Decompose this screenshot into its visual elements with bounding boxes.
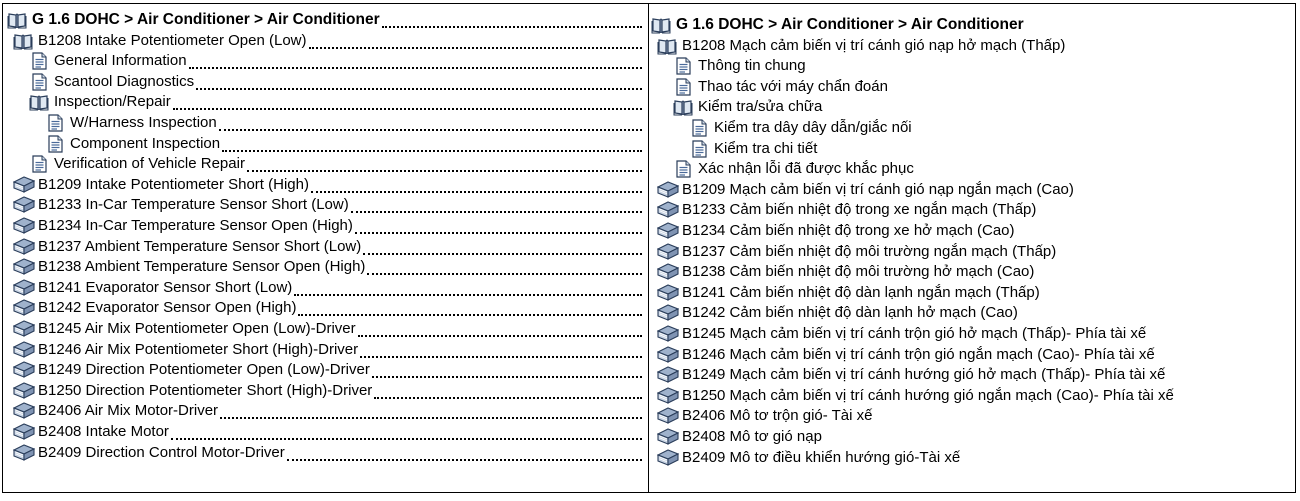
closed-book-icon — [657, 304, 677, 322]
open-book-icon — [29, 93, 49, 111]
closed-book-icon — [657, 407, 677, 425]
tree-item-label: B2408 Mô tơ gió nạp — [682, 428, 822, 445]
tree-item-label: B1241 Cảm biến nhiệt độ dàn lạnh ngắn mạch (Thấp) — [682, 283, 1040, 301]
dotted-leader — [309, 47, 643, 49]
closed-book-icon — [13, 361, 33, 379]
tree-item-label: Xác nhận lỗi đã được khắc phục — [698, 160, 914, 178]
closed-book-icon — [657, 263, 677, 281]
tree-item-label: B1237 Ambient Temperature Sensor Short (Low) — [38, 237, 362, 255]
tree-item-label: B2409 Direction Control Motor-Driver — [38, 443, 285, 461]
open-book-icon — [13, 32, 33, 50]
tree-item-label: Scantool Diagnostics — [54, 72, 195, 90]
right-tree-item[interactable] — [657, 180, 1074, 200]
tree-item-label: B1242 Cảm biến nhiệt độ dàn lạnh hở mạch (Cao) — [682, 304, 1018, 322]
left-tree-item[interactable] — [13, 278, 642, 298]
tree-item-label: B1208 Intake Potentiometer Open (Low) — [38, 31, 307, 49]
tree-item-label: B1249 Direction Potentiometer Open (Low)-Driver — [38, 361, 370, 379]
left-tree-item[interactable] — [29, 154, 642, 174]
tree-item-label: B1246 Air Mix Potentiometer Short (High)-Driver — [38, 340, 359, 358]
closed-book-icon — [657, 181, 677, 199]
tree-item-label: B1238 Cảm biến nhiệt độ môi trường hở mạch (Cao) — [682, 263, 1035, 281]
left-tree-item[interactable] — [13, 298, 642, 318]
left-tree-item[interactable] — [13, 237, 642, 257]
right-tree-item[interactable] — [657, 303, 1018, 323]
tree-item-label: B1209 Intake Potentiometer Short (High) — [38, 175, 309, 193]
tree-item-label: Kiểm tra dây dây dẫn/giắc nối — [714, 119, 912, 136]
dotted-leader — [247, 170, 642, 172]
closed-book-icon — [657, 201, 677, 219]
tree-item-label: B1241 Evaporator Sensor Short (Low) — [38, 278, 293, 296]
tree-item-label: B1208 Mạch cảm biến vị trí cánh gió nạp hở mạch (Thấp) — [682, 36, 1066, 54]
right-tree-item[interactable] — [657, 262, 1034, 282]
closed-book-icon — [13, 217, 33, 235]
right-tree-item[interactable] — [657, 427, 822, 447]
document-icon — [673, 160, 693, 178]
tree-item-label: B2409 Mô tơ điều khiển hướng gió-Tài xế — [682, 448, 961, 466]
left-tree-item[interactable] — [13, 195, 642, 215]
left-tree-item[interactable] — [13, 31, 642, 51]
right-tree-item[interactable] — [657, 365, 1165, 385]
closed-book-icon — [13, 299, 33, 317]
dotted-leader — [311, 191, 642, 193]
dotted-leader — [358, 335, 642, 337]
left-tree-item[interactable] — [29, 51, 642, 71]
dotted-leader — [171, 438, 642, 440]
tree-item-label: B2408 Intake Motor — [38, 423, 169, 440]
document-icon — [673, 78, 693, 96]
tree-item-label: B1234 In-Car Temperature Sensor Open (High) — [38, 217, 353, 234]
closed-book-icon — [657, 387, 677, 405]
closed-book-icon — [657, 428, 677, 446]
closed-book-icon — [657, 325, 677, 343]
right-tree-item[interactable] — [657, 36, 1065, 56]
right-tree-item[interactable] — [689, 118, 912, 138]
closed-book-icon — [657, 346, 677, 364]
left-tree-item[interactable] — [13, 340, 642, 360]
left-tree-item[interactable] — [13, 422, 642, 442]
right-tree-item[interactable] — [657, 448, 960, 468]
tree-item-label: B1237 Cảm biến nhiệt độ môi trường ngắn mạch (Thấp) — [682, 242, 1057, 260]
dotted-leader — [367, 273, 642, 275]
dotted-leader — [173, 108, 642, 110]
closed-book-icon — [657, 222, 677, 240]
right-tree-item[interactable] — [657, 345, 1155, 365]
left-tree-item[interactable] — [13, 175, 642, 195]
tree-item-label: B1250 Direction Potentiometer Short (High)-Driver — [38, 381, 373, 399]
tree-item-label: B1238 Ambient Temperature Sensor Open (High) — [38, 258, 366, 276]
tree-item-label: General Information — [54, 52, 187, 70]
left-tree-item[interactable] — [45, 113, 642, 133]
document-icon — [689, 140, 709, 158]
closed-book-icon — [13, 279, 33, 297]
closed-book-icon — [13, 320, 33, 338]
left-tree-item[interactable] — [13, 381, 642, 401]
tree-item-label: Inspection/Repair — [54, 93, 171, 111]
document-icon — [29, 52, 49, 70]
tree-item-label: B2406 Mô tơ trộn gió- Tài xế — [682, 407, 873, 425]
dotted-leader — [298, 314, 642, 316]
dotted-leader — [374, 397, 642, 399]
closed-book-icon — [13, 382, 33, 400]
right-tree-item[interactable] — [657, 200, 1036, 220]
closed-book-icon — [13, 423, 33, 441]
dotted-leader — [382, 26, 642, 28]
right-tree-item[interactable] — [657, 386, 1174, 406]
dotted-leader — [294, 294, 642, 296]
right-tree-item[interactable] — [657, 406, 873, 426]
translation-table — [2, 3, 1296, 493]
tree-item-label: B1209 Mạch cảm biến vị trí cánh gió nạp ngắn mạch (Cao) — [682, 180, 1074, 198]
dotted-leader — [189, 67, 642, 69]
right-tree-item[interactable] — [657, 242, 1056, 262]
closed-book-icon — [13, 341, 33, 359]
closed-book-icon — [13, 196, 33, 214]
left-tree-item[interactable] — [13, 257, 642, 277]
right-tree-item[interactable] — [673, 56, 806, 76]
left-tree-item[interactable] — [29, 72, 642, 92]
left-tree-item[interactable] — [29, 92, 642, 112]
vietnamese-column — [649, 4, 1295, 492]
closed-book-icon — [13, 444, 33, 462]
left-tree-item[interactable] — [13, 443, 642, 463]
closed-book-icon — [657, 366, 677, 384]
document-icon — [45, 114, 65, 132]
dotted-leader — [222, 150, 642, 152]
right-tree-item[interactable] — [673, 97, 822, 117]
tree-item-label: Kiểm tra chi tiết — [714, 139, 818, 157]
right-tree-item[interactable] — [657, 221, 1015, 241]
tree-item-label: B1250 Mạch cảm biến vị trí cánh hướng gió ngắn mạch (Cao)- Phía tài xế — [682, 386, 1174, 404]
tree-item-label: W/Harness Inspection — [70, 114, 217, 131]
left-tree-item[interactable] — [45, 134, 642, 154]
tree-item-label: Kiểm tra/sửa chữa — [698, 98, 823, 116]
tree-item-label: G 1.6 DOHC > Air Conditioner > Air Conditioner — [676, 16, 1024, 33]
tree-item-label: Thông tin chung — [698, 57, 806, 75]
tree-item-label: Verification of Vehicle Repair — [54, 155, 245, 173]
tree-item-label: B1246 Mạch cảm biến vị trí cánh trộn gió ngắn mạch (Cao)- Phía tài xế — [682, 345, 1155, 363]
dotted-leader — [196, 88, 642, 90]
dotted-leader — [372, 376, 642, 378]
right-tree-item[interactable] — [651, 15, 1024, 35]
tree-item-label: Thao tác với máy chẩn đoán — [698, 77, 888, 95]
right-tree-item[interactable] — [657, 283, 1040, 303]
dotted-leader — [351, 211, 642, 213]
document-icon — [689, 119, 709, 137]
open-book-icon — [7, 11, 27, 29]
dotted-leader — [363, 253, 642, 255]
english-column — [3, 4, 649, 492]
right-tree-item[interactable] — [673, 159, 914, 179]
right-tree-item[interactable] — [689, 139, 817, 159]
document-icon — [29, 155, 49, 173]
left-tree-item[interactable] — [13, 360, 642, 380]
tree-item-label: B1249 Mạch cảm biến vị trí cánh hướng gió hở mạch (Thấp)- Phía tài xế — [682, 366, 1166, 384]
document-icon — [673, 57, 693, 75]
closed-book-icon — [13, 176, 33, 194]
left-tree-item[interactable] — [13, 401, 642, 421]
closed-book-icon — [13, 258, 33, 276]
tree-item-label: B1245 Mạch cảm biến vị trí cánh trộn gió hở mạch (Thấp)- Phía tài xế — [682, 325, 1147, 342]
tree-item-label: B1245 Air Mix Potentiometer Open (Low)-Driver — [38, 320, 356, 337]
left-tree-item[interactable] — [13, 216, 642, 236]
closed-book-icon — [657, 449, 677, 467]
closed-book-icon — [657, 284, 677, 302]
dotted-leader — [355, 232, 642, 234]
tree-item-label: B2406 Air Mix Motor-Driver — [38, 402, 219, 420]
document-icon — [29, 73, 49, 91]
closed-book-icon — [657, 243, 677, 261]
tree-item-label: B1233 In-Car Temperature Sensor Short (Low) — [38, 196, 349, 214]
left-tree-item[interactable] — [7, 10, 642, 30]
open-book-icon — [651, 16, 671, 34]
right-tree-item[interactable] — [673, 77, 888, 97]
dotted-leader — [287, 459, 642, 461]
open-book-icon — [673, 98, 693, 116]
document-icon — [45, 135, 65, 153]
tree-item-label: Component Inspection — [70, 134, 221, 152]
dotted-leader — [360, 356, 642, 358]
tree-item-label: B1233 Cảm biến nhiệt độ trong xe ngắn mạch (Thấp) — [682, 201, 1037, 219]
dotted-leader — [220, 417, 642, 419]
closed-book-icon — [13, 402, 33, 420]
open-book-icon — [657, 37, 677, 55]
tree-item-label: G 1.6 DOHC > Air Conditioner > Air Conditioner — [32, 11, 380, 28]
closed-book-icon — [13, 238, 33, 256]
right-tree-item[interactable] — [657, 324, 1146, 344]
tree-item-label: B1242 Evaporator Sensor Open (High) — [38, 299, 297, 317]
left-tree-item[interactable] — [13, 319, 642, 339]
tree-item-label: B1234 Cảm biến nhiệt độ trong xe hở mạch (Cao) — [682, 222, 1015, 239]
dotted-leader — [219, 129, 642, 131]
